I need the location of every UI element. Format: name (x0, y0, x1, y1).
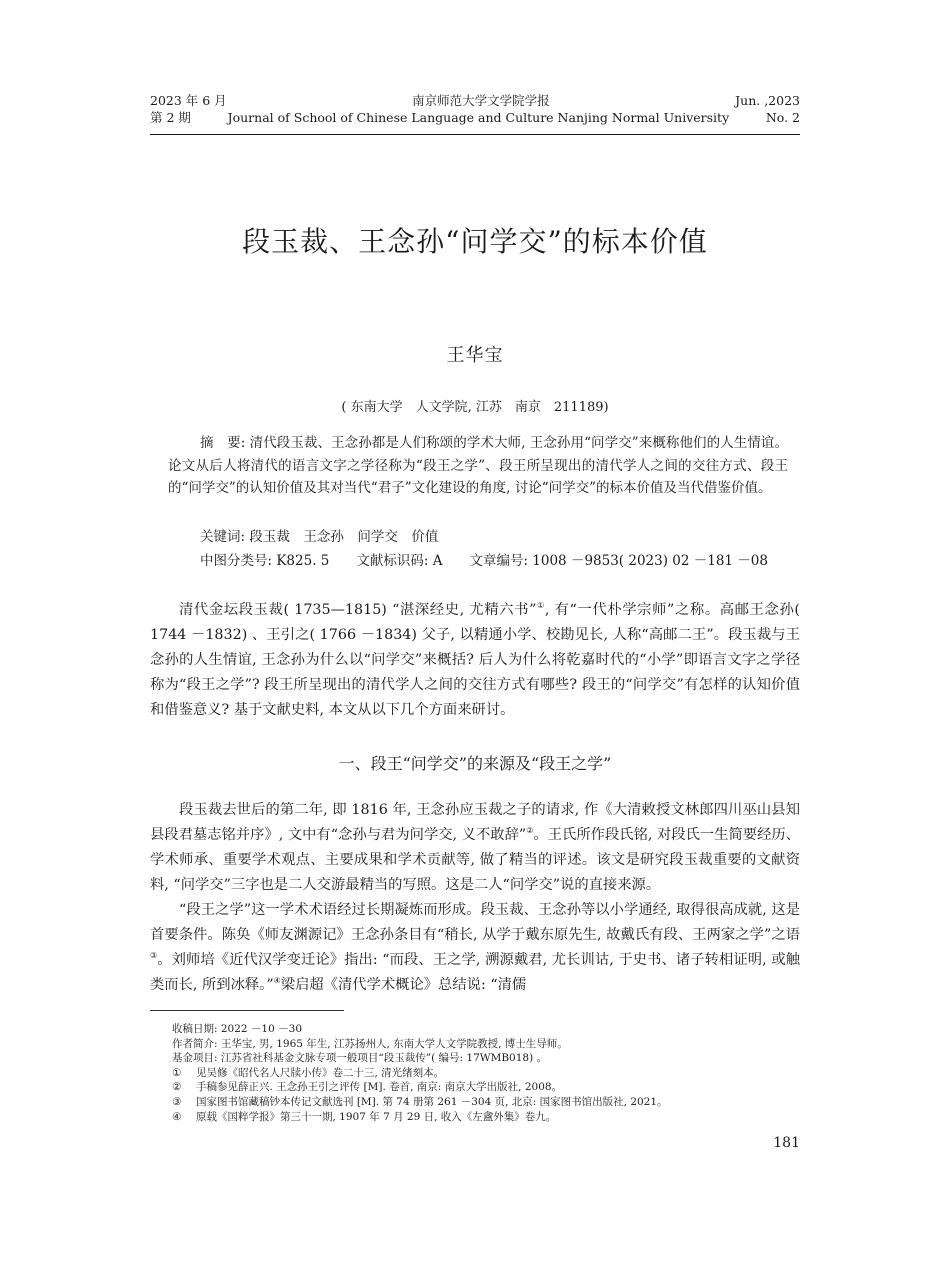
footnotes (172, 1022, 792, 1124)
header-issue-en: No. 2 (765, 110, 800, 125)
author-bio: 作者简介: 王华宝, 男, 1965 年生, 江苏扬州人, 东南大学人文学院教授, 博士生导师。 (172, 1037, 568, 1050)
footnote-mark: ④ (172, 1110, 182, 1123)
intro-paragraph (150, 598, 800, 723)
footnote-mark: ① (172, 1066, 182, 1079)
footnote-text: 国家图书馆藏稿钞本传记文献选刊 [M]. 第 74 册第 261 －304 页, 北京: 国家图书馆出版社, 2021。 (196, 1095, 668, 1108)
fund-info: 基金项目: 江苏省社科基金文脉专项一般项目“段玉裁传”( 编号: 17WMB018) 。 (172, 1052, 548, 1065)
body-paragraph-2 (150, 898, 800, 998)
author-name: 王华宝 (446, 345, 504, 366)
footnote-2 (172, 1080, 792, 1095)
footnote-ref-3: ③ (150, 951, 158, 961)
abstract (168, 432, 788, 500)
classification-line: 中图分类号: K825. 5 文献标识码: A 文章编号: 1008 －9853( 2023) 02 －181 －08 (200, 553, 768, 569)
footnote-1 (172, 1066, 792, 1081)
section-body (150, 798, 800, 998)
received-date: 收稿日期: 2022 －10 －30 (172, 1023, 302, 1035)
footnote-ref-1: ① (536, 601, 545, 611)
footnote-text: 手稿参见薛正兴. 王念孙王引之评传 [M]. 卷首, 南京: 南京大学出版社, 2008。 (196, 1081, 563, 1094)
p2-text-c: 梁启超《清代学术概论》总结说: “清儒 (280, 977, 527, 993)
footnote-mark: ② (172, 1081, 182, 1094)
footnote-3 (172, 1095, 792, 1110)
p1-text-a: 段玉裁去世后的第二年, 即 1816 年, 王念孙应玉裁之子的请求, 作《大清敕授文林郎四川巫山县知县段君墓志铭并序》, 文中有“念孙与君为问学交, 义不敢辞” (150, 802, 800, 843)
keywords: 关键词: 段玉裁 王念孙 问学交 价值 (200, 529, 439, 545)
header-row-1 (150, 92, 800, 109)
header-issue: 第 2 期 (150, 110, 191, 125)
footnote-rule (150, 1010, 344, 1011)
footnote-text: 原载《国粹学报》第三十一期, 1907 年 7 月 29 日, 收入《左盦外集》卷九。 (196, 1110, 557, 1123)
header-date: 2023 年 6 月 (150, 93, 227, 108)
footnote-mark: ③ (172, 1095, 182, 1108)
p2-text-b: 。刘师培《近代汉学变迁论》指出: “而段、王之学, 溯源戴君, 尤长训诂, 于史书、诸子转相证明, 或触类而长, 所到冰释。” (150, 952, 800, 993)
intro-text-a: 清代金坛段玉裁( 1735—1815) “湛深经史, 尤精六书” (179, 602, 537, 618)
footnote-text: 见吴修《昭代名人尺牍小传》卷二十三, 清光绪刻本。 (196, 1066, 445, 1079)
section-heading: 一、段王“问学交”的来源及“段王之学” (338, 754, 612, 773)
header-journal-cn: 南京师范大学文学院学报 (412, 93, 550, 108)
page-number: 181 (773, 1135, 800, 1151)
article-title: 段玉裁、王念孙“问学交”的标本价值 (242, 225, 708, 258)
footnote-ref-2: ② (526, 826, 534, 836)
abstract-text: 摘 要: 清代段玉裁、王念孙都是人们称颂的学术大师, 王念孙用“问学交”来概称他们的人生情谊。论文从后人将清代的语言文字之学径称为“段王之学”、段王所呈现出的清代学人之间的交往方式、段王的“问学交”的认知价值及其对当代“君子”文化建设的角度, 讨论“问学交”的标本价值及当代借鉴价值。 (168, 435, 788, 496)
header-rule (150, 134, 800, 135)
footnote-4 (172, 1110, 792, 1125)
p2-text-a: “段王之学”这一学术术语经过长期凝炼而形成。段玉裁、王念孙等以小学通经, 取得很高成就, 这是首要条件。陈奂《师友渊源记》王念孙条目有“稍长, 从学于戴东原先生, 故戴氏有段、王两家之学”之语 (150, 902, 800, 943)
intro-section (150, 598, 800, 723)
header-date-en: Jun. ,2023 (735, 93, 800, 108)
footnote-ref-4: ④ (273, 976, 281, 986)
running-header (150, 92, 800, 126)
header-row-2 (150, 109, 800, 126)
body-paragraph-1 (150, 798, 800, 898)
p1-text-b: 。王氏所作段氏铭, 对段氏一生简要经历、学术师承、重要学术观点、主要成果和学术贡献等, 做了精当的评述。该文是研究段玉裁重要的文献资料, “问学交”三字也是二人交游最精当的写照。这是二人“问学交”说的直接来源。 (150, 827, 801, 893)
header-journal-en: Journal of School of Chinese Language and Culture Nanjing Normal University (227, 110, 730, 125)
intro-text-b: , 有“一代朴学宗师”之称。高邮王念孙( 1744 －1832) 、王引之( 1766 －1834) 父子, 以精通小学、校勘见长, 人称“高邮二王”。段玉裁与王念孙的人生情谊, 王念孙为什么以“问学交”来概括? 后人为什么将乾嘉时代的“小学”即语言文字之学径称为“段王之学”? 段王所呈现出的清代学人之间的交往方式有哪些? 段王的“问学交”有怎样的认知价值和借鉴意义? 基于文献史料, 本文从以下几个方面来研讨。 (150, 602, 800, 718)
author-affiliation: ( 东南大学 人文学院, 江苏 南京 211189) (341, 400, 609, 415)
